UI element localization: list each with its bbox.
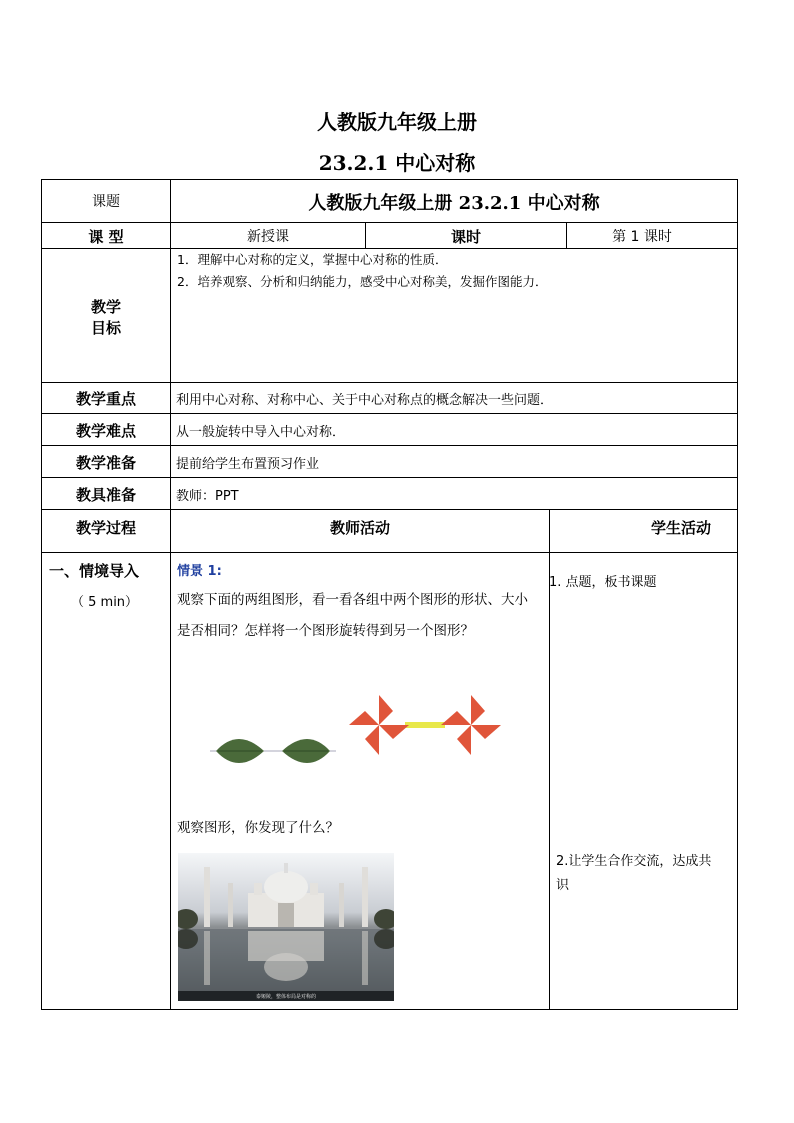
period-label: 课时	[450, 228, 481, 246]
student-item-1: 1. 点题，板书课题	[549, 575, 657, 590]
pinwheels-figure	[345, 692, 505, 758]
student-item-2-line-2: 识	[556, 878, 570, 893]
photo-caption: 泰姬陵，整体布局是对称的	[255, 994, 316, 1000]
student-item-2-line-1: 2.让学生合作交流，达成共	[556, 854, 712, 869]
process-header: 教学过程	[75, 519, 136, 537]
pinwheel-connector	[405, 722, 445, 728]
para-1-line-1: 观察下面的两组图形，看一看各组中两个图形的形状、大小	[177, 592, 528, 608]
period-value: 第 1 课时	[612, 229, 672, 245]
key-label: 教学重点	[75, 390, 136, 408]
difficulty-label: 教学难点	[75, 422, 136, 440]
document-title: 人教版九年级上册	[317, 110, 477, 134]
taj-mahal-photo	[178, 853, 394, 1001]
scene-label: 情景 1:	[177, 564, 222, 579]
topic-value: 人教版九年级上册 23.2.1 中心对称	[308, 193, 600, 214]
prep-value: 提前给学生布置预习作业	[176, 457, 320, 472]
tools-label: 教具准备	[75, 486, 136, 504]
document-subtitle: 23.2.1 中心对称	[318, 151, 476, 175]
leaves-figure	[208, 725, 338, 777]
para-1-line-2: 是否相同？怎样将一个图形旋转得到另一个图形？	[177, 623, 474, 639]
pinwheel-left	[349, 695, 409, 755]
para-2: 观察图形，你发现了什么？	[177, 820, 339, 836]
prep-label: 教学准备	[75, 454, 136, 472]
difficulty-value: 从一般旋转中导入中心对称．	[176, 425, 346, 440]
objective-2: 2．培养观察、分析和归纳能力，感受中心对称美，发掘作图能力．	[177, 274, 548, 289]
objectives-label-1: 教学	[90, 298, 121, 316]
key-value: 利用中心对称、对称中心、关于中心对称点的概念解决一些问题．	[176, 393, 554, 408]
topic-label: 课题	[92, 194, 120, 210]
teacher-header: 教师活动	[329, 519, 390, 537]
pinwheel-right	[441, 695, 501, 755]
objectives-label-2: 目标	[90, 319, 121, 337]
type-value: 新授课	[247, 229, 289, 245]
type-label: 课 型	[88, 228, 124, 246]
section-time: （ 5 min）	[71, 595, 139, 610]
student-header: 学生活动	[651, 519, 712, 537]
section-name: 一、情境导入	[49, 562, 140, 580]
objective-1: 1．理解中心对称的定义，掌握中心对称的性质．	[177, 252, 448, 267]
tools-value: 教师：PPT	[176, 489, 239, 504]
